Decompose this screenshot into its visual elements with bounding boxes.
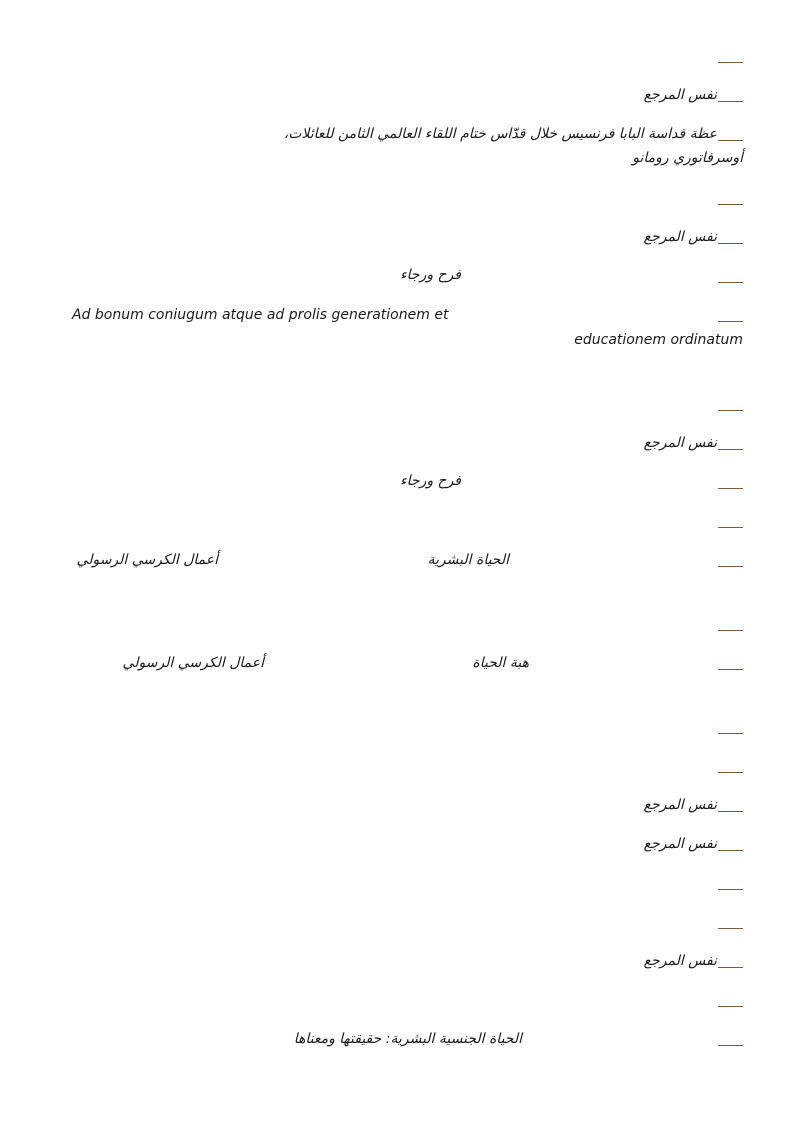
footnote-marker (718, 282, 743, 283)
footnote-marker (718, 850, 743, 851)
footnote-marker (718, 527, 743, 528)
footnote-same-ref: نفس المرجع (643, 953, 717, 969)
footnote-human-sexuality: الحياة الجنسية البشرية: حقيقتها ومعناها (293, 1031, 522, 1047)
footnote-marker (718, 733, 743, 734)
footnote-marker (718, 889, 743, 890)
footnote-same-ref: نفس المرجع (643, 435, 717, 451)
footnote-marker (718, 449, 743, 450)
footnote-marker (718, 566, 743, 567)
footnote-marker (718, 669, 743, 670)
footnote-marker (718, 928, 743, 929)
footnote-marker (718, 1045, 743, 1046)
footnote-marker (718, 321, 743, 322)
footnote-latin-line2: educationem ordinatum (574, 332, 743, 348)
footnote-marker (718, 630, 743, 631)
footnote-marker (718, 488, 743, 489)
footnote-latin-line1: Ad bonum coniugum atque ad prolis generationem et (72, 307, 449, 323)
footnote-humanae-vitae: الحياة البشرية (427, 552, 509, 568)
footnote-homily-line2: أوسرفاتوري رومانو (632, 150, 743, 166)
footnote-acta-apostolicae-sedis: أعمال الكرسي الرسولي (122, 655, 264, 671)
footnote-donum-vitae: هبة الحياة (472, 655, 529, 671)
footnote-marker (718, 1006, 743, 1007)
footnote-marker (718, 811, 743, 812)
footnote-marker (718, 140, 743, 141)
footnote-same-ref: نفس المرجع (643, 836, 717, 852)
footnote-amoris-laetitia: فرح ورجاء (400, 473, 461, 489)
footnote-same-ref: نفس المرجع (643, 87, 717, 103)
footnote-homily-line1: عظة قداسة البابا فرنسيس خلال قدّاس ختام اللقاء العالمي الثامن للعائلات، (283, 126, 717, 142)
footnote-marker (718, 410, 743, 411)
footnote-marker (718, 243, 743, 244)
footnote-marker (718, 204, 743, 205)
footnote-acta-apostolicae-sedis: أعمال الكرسي الرسولي (76, 552, 218, 568)
footnote-marker (718, 101, 743, 102)
footnote-same-ref: نفس المرجع (643, 797, 717, 813)
footnote-marker (718, 967, 743, 968)
footnote-amoris-laetitia: فرح ورجاء (400, 267, 461, 283)
footnote-marker (718, 62, 743, 63)
footnote-marker (718, 772, 743, 773)
footnote-same-ref: نفس المرجع (643, 229, 717, 245)
